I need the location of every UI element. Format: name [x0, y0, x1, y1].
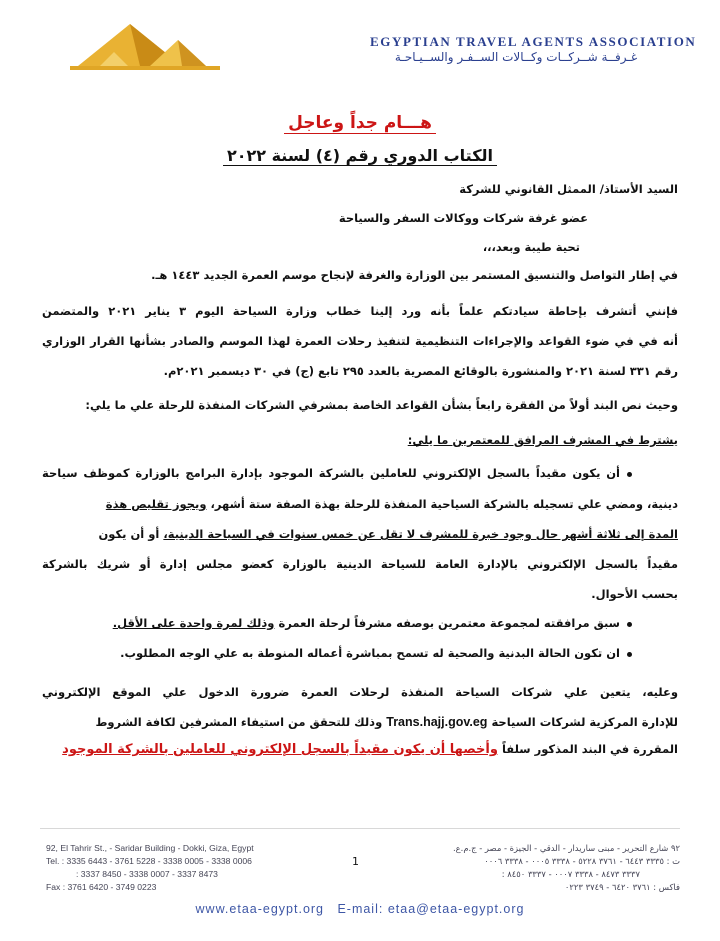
website-link[interactable]: www.etaa-egypt.org [195, 902, 325, 916]
paragraph-line: فإنني أتشرف بإحاطة سيادتكم علماً بأنه ورد إلينا خطاب وزارة السياحة اليوم ٣ يناير ٢٠٢١ والمتضمن [42, 304, 678, 318]
closing-line: للإدارة المركزية لشركات السياحة Trans.hajj.gov.eg وذلك للتحقق من استيفاء المشرفين لكافة الشروط [95, 715, 678, 729]
intro-paragraph: في إطار التواصل والتنسيق المستمر بين الوزارة والغرفة لإنجاح موسم العمرة الجديد ١٤٤٣ هـ. [151, 268, 678, 282]
condition-item-line: بحسب الأحوال. [591, 587, 678, 601]
conditions-heading: يشترط في المشرف المرافق للمعتمرين ما يلي: [407, 433, 678, 447]
underlined-text: المدة إلى ثلاثة أشهر حال وجود خبرة للمشرف لا تقل عن خمس سنوات في السياحة الدينية، [163, 527, 678, 541]
addressee-member-line: عضو غرفة شركات ووكالات السفر والسياحة [338, 211, 588, 225]
condition-item-line: المدة إلى ثلاثة أشهر حال وجود خبرة للمشرف لا تقل عن خمس سنوات في السياحة الدينية، أو أن يكون [98, 527, 678, 541]
underlined-text: ويجوز تقليص هذة [105, 497, 207, 511]
closing-line: المقررة في البند المذكور سلفاً وأخصها أن يكون مقيداً بالسجل الإلكتروني للعاملين بالشركة الموجود [62, 742, 678, 757]
condition-item-line: دينية، ومضي علي تسجيله بالشركة السياحية المنفذة للرحلة بهذة الصفة ستة أشهر، ويجوز تقليص هذة [105, 497, 678, 511]
clause-intro: وحيث نص البند أولاً من الفقرة رابعاً بشأن القواعد الخاصة بمشرفي الشركات المنفذة للرحلة علي ما يلي: [85, 398, 678, 412]
addressee-line: السيد الأستاذ/ الممثل القانوني للشركة [459, 182, 678, 196]
letterhead [0, 0, 720, 90]
closing-line: وعليه، يتعين علي شركات السياحة المنفذة لرحلات العمرة ضرورة الدخول علي الموقع الإلكتروني [42, 685, 678, 699]
footer-address-english: 92, El Tahrir St., - Saridar Building - Dokki, Giza, Egypt Tel. : 3335 6443 - 3761 5228 - 3338 0005 - 3338 0006 : 3337 8450 - 3338 0007 - 3337 8473 Fax : 3761 6420 - 3749 0223 [46, 843, 254, 892]
condition-item: أن يكون مقيداً بالسجل الإلكتروني للعاملين بالشركة الموجود بإدارة البرامج بالوزارة كموظف سياحة [42, 466, 620, 480]
footer-contact: www.etaa-egypt.org E-mail: etaa@etaa-egypt.org [195, 902, 525, 916]
greeting: تحية طيبة وبعد،،، [482, 240, 580, 254]
org-name-english: EGYPTIAN TRAVEL AGENTS ASSOCIATION [370, 34, 697, 49]
condition-item-line: مقيداً بالسجل الإلكتروني بالإدارة العامة للسياحة الدينية بالوزارة كعضو مجلس إدارة أو شريك بالشركة [42, 557, 678, 571]
paragraph-line: أنه في في ضوء القواعد والإجراءات التنظيمية لتنفيذ رحلات العمرة لهذا الموسم والصادر بشأنها القرار الوزاري [42, 334, 678, 348]
urgent-heading: هـــام جداً وعاجل [0, 113, 720, 133]
underlined-text: وذلك لمرة واحدة على الأقل. [112, 616, 275, 630]
condition-item: ان تكون الحالة البدنية والصحية له تسمح بمباشرة أعماله المنوطة به علي الوجه المطلوب. [120, 646, 620, 660]
bullet-dot [627, 622, 632, 627]
highlighted-requirement: وأخصها أن يكون مقيداً بالسجل الإلكتروني للعاملين بالشركة الموجود [62, 742, 498, 757]
circular-title: الكتاب الدوري رقم (٤) لسنة ٢٠٢٢ [0, 146, 720, 165]
pyramids-logo-icon [70, 18, 220, 73]
org-name-arabic: غـرفــة شــركــات وكــالات الســفـر والســيـاحـة [394, 50, 638, 64]
website-reference: Trans.hajj.gov.eg [386, 715, 488, 729]
paragraph-line: رقم ٣٣١ لسنة ٢٠٢١ والمنشورة بالوقائع المصرية بالعدد ٢٩٥ تابع (ج) في ٣٠ ديسمبر ٢٠٢١م. [163, 364, 678, 378]
email-link[interactable]: etaa@etaa-egypt.org [387, 902, 525, 916]
bullet-dot [627, 472, 632, 477]
footer-address-arabic: ٩٢ شارع التحرير - مبنى ساريدار - الدقي - الجيزة - مصر - ج.م.ع. ت : ٣٣٣٥ ٦٤٤٣ - ٣٧٦١ ٥٢٢٨ - ٣٣٣٨ ٠٠٠٥ - ٣٣٣٨ ٠٠٠٦ ٣٣٣٧ ٨٤٧٣ - ٣٣٣٨ ٠٠٠٧ - ٣٣٣٧ ٨٤٥٠ : فاكس : ٣٧٦١ ٦٤٢٠ - ٣٧٤٩ ٠٢٢٣ [453, 843, 680, 892]
page-number: 1 [352, 855, 359, 868]
condition-item: سبق مرافقته لمجموعة معتمرين بوصفه مشرفاً لرحلة العمرة وذلك لمرة واحدة على الأقل. [112, 616, 620, 630]
bullet-dot [627, 652, 632, 657]
footer-divider [40, 828, 680, 829]
